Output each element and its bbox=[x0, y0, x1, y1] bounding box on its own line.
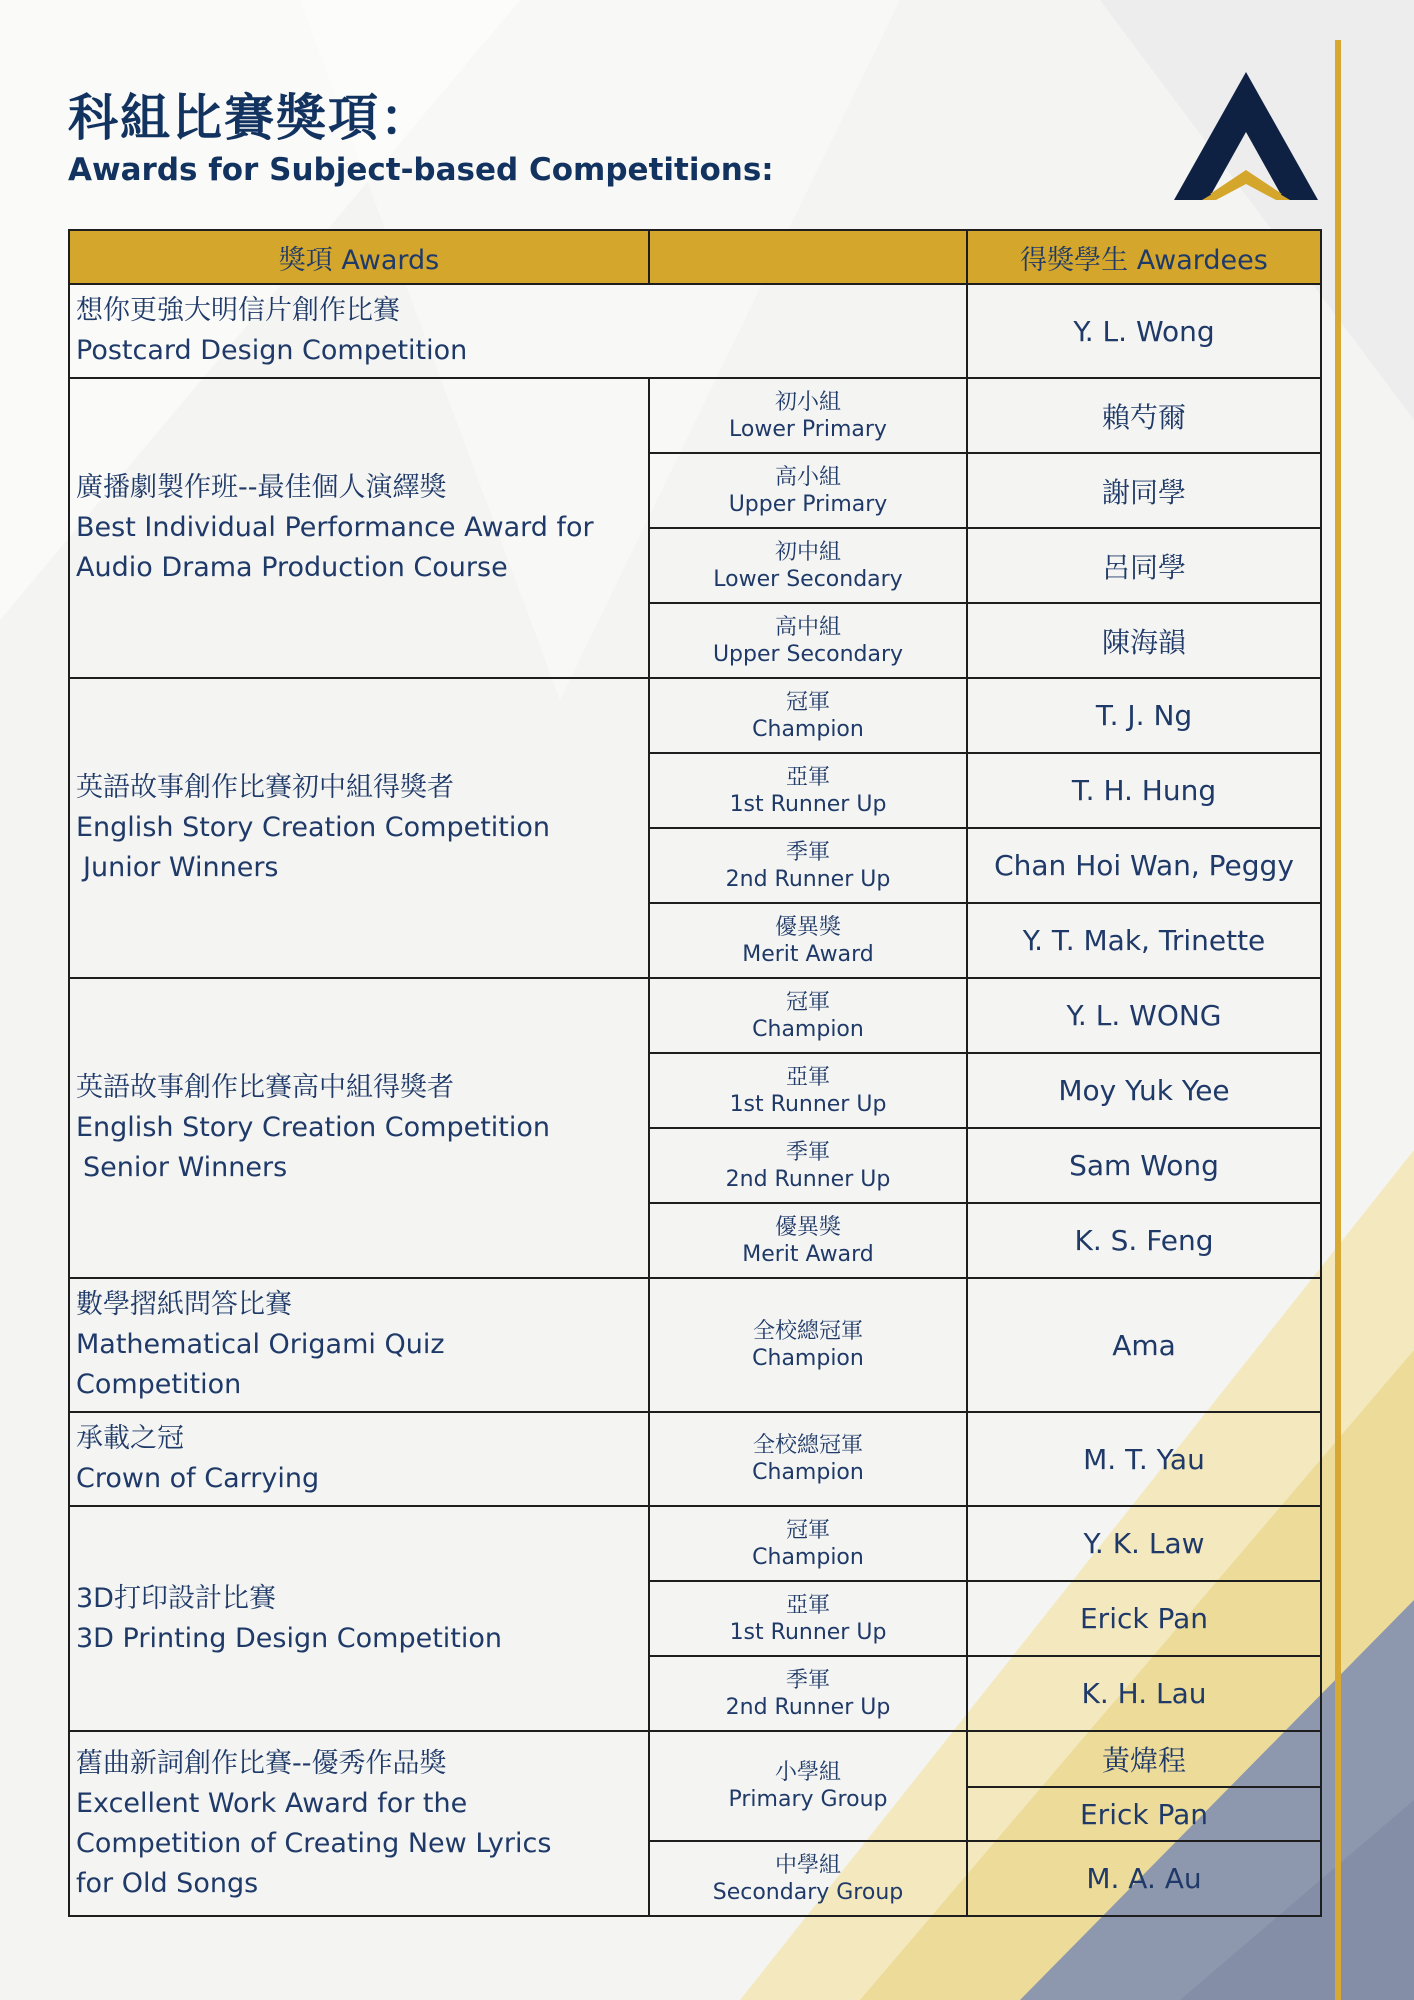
category-en: Champion bbox=[752, 1016, 864, 1042]
award-name-cell bbox=[69, 1731, 649, 1916]
awardee-cell: Erick Pan bbox=[967, 1581, 1321, 1656]
award-name-cell bbox=[69, 284, 967, 378]
award-name-zh: 承載之冠 bbox=[76, 1423, 184, 1454]
award-name-en: Postcard Design Competition bbox=[76, 335, 468, 366]
awardee-cell: Erick Pan bbox=[967, 1787, 1321, 1841]
category-cell bbox=[649, 753, 967, 828]
category-en: 1st Runner Up bbox=[729, 1619, 887, 1645]
table-row bbox=[69, 1506, 1321, 1581]
award-name-zh: 舊曲新詞創作比賽--優秀作品獎 bbox=[76, 1747, 447, 1779]
awardee-cell: Ama bbox=[967, 1278, 1321, 1412]
category-en: 2nd Runner Up bbox=[725, 866, 891, 892]
category-cell bbox=[649, 1731, 967, 1841]
category-en: 1st Runner Up bbox=[729, 791, 887, 817]
gold-vertical-rule bbox=[1335, 40, 1341, 2000]
award-name-zh: 廣播劇製作班--最佳個人演繹獎 bbox=[76, 472, 447, 503]
category-en: Lower Secondary bbox=[713, 566, 903, 592]
category-cell bbox=[649, 1581, 967, 1656]
award-name-cell bbox=[69, 1506, 649, 1731]
awardee-cell: 謝同學 bbox=[967, 453, 1321, 528]
category-cell bbox=[649, 528, 967, 603]
category-zh: 初中組 bbox=[774, 539, 841, 565]
category-zh: 優異獎 bbox=[774, 1214, 841, 1240]
awardee-cell: 陳海韻 bbox=[967, 603, 1321, 678]
award-name-en-line1: Mathematical Origami Quiz bbox=[76, 1329, 445, 1360]
category-cell bbox=[649, 1412, 967, 1506]
awardee-cell: K. S. Feng bbox=[967, 1203, 1321, 1278]
award-name-zh: 想你更強大明信片創作比賽 bbox=[76, 295, 400, 326]
award-name-en-line2: Audio Drama Production Course bbox=[76, 552, 508, 583]
category-cell bbox=[649, 603, 967, 678]
awardee-cell: T. H. Hung bbox=[967, 753, 1321, 828]
category-en: Lower Primary bbox=[729, 416, 887, 442]
category-cell bbox=[649, 1506, 967, 1581]
awardee-cell: M. A. Au bbox=[967, 1841, 1321, 1916]
category-cell bbox=[649, 903, 967, 978]
category-cell bbox=[649, 1656, 967, 1731]
category-zh: 亞軍 bbox=[785, 1592, 830, 1618]
category-zh: 冠軍 bbox=[785, 989, 830, 1015]
awardee-cell: Y. L. Wong bbox=[967, 284, 1321, 378]
awardee-cell: 呂同學 bbox=[967, 528, 1321, 603]
header-awardees: 得獎學生 Awardees bbox=[967, 230, 1321, 284]
awardee-cell: K. H. Lau bbox=[967, 1656, 1321, 1731]
awardee-cell: 黃煒程 bbox=[967, 1731, 1321, 1787]
category-en: 2nd Runner Up bbox=[725, 1694, 891, 1720]
category-zh: 冠軍 bbox=[785, 689, 830, 715]
category-cell bbox=[649, 1278, 967, 1412]
category-en: Merit Award bbox=[742, 941, 874, 967]
award-name-en-line1: Excellent Work Award for the bbox=[76, 1787, 468, 1819]
header-category bbox=[649, 230, 967, 284]
category-en: 1st Runner Up bbox=[729, 1091, 887, 1117]
table-row bbox=[69, 1731, 1321, 1787]
category-zh: 全校總冠軍 bbox=[752, 1433, 863, 1458]
award-name-zh: 英語故事創作比賽初中組得獎者 bbox=[76, 772, 454, 803]
table-row bbox=[69, 678, 1321, 753]
category-en: Secondary Group bbox=[712, 1879, 904, 1905]
category-en: Upper Secondary bbox=[712, 641, 904, 667]
awardee-cell: Y. K. Law bbox=[967, 1506, 1321, 1581]
awardee-cell: 賴芍爾 bbox=[967, 378, 1321, 453]
category-en: Champion bbox=[752, 716, 864, 742]
award-name-cell bbox=[69, 1412, 649, 1506]
category-cell bbox=[649, 678, 967, 753]
award-name-en-line2: Junior Winners bbox=[83, 852, 279, 883]
awardee-cell: T. J. Ng bbox=[967, 678, 1321, 753]
awardee-cell: Y. T. Mak, Trinette bbox=[967, 903, 1321, 978]
category-zh: 中學組 bbox=[774, 1852, 841, 1878]
award-name-cell bbox=[69, 1278, 649, 1412]
awardee-cell: Y. L. WONG bbox=[967, 978, 1321, 1053]
category-zh: 亞軍 bbox=[785, 764, 830, 790]
category-zh: 季軍 bbox=[785, 1139, 830, 1165]
award-name-en-line1: Best Individual Performance Award for bbox=[76, 512, 594, 543]
category-zh: 優異獎 bbox=[774, 914, 841, 940]
category-zh: 小學組 bbox=[774, 1760, 841, 1785]
category-zh: 全校總冠軍 bbox=[752, 1319, 863, 1344]
category-cell bbox=[649, 828, 967, 903]
category-cell bbox=[649, 1203, 967, 1278]
award-name-cell bbox=[69, 378, 649, 678]
page-title-chinese: 科組比賽獎項： bbox=[68, 89, 432, 147]
category-en: Champion bbox=[752, 1544, 864, 1570]
award-name-en-line3: for Old Songs bbox=[76, 1867, 259, 1899]
award-name-en-line2: Competition of Creating New Lyrics bbox=[76, 1827, 552, 1859]
award-name-en-line1: English Story Creation Competition bbox=[76, 812, 551, 843]
category-zh: 高中組 bbox=[774, 614, 841, 640]
table-row bbox=[69, 378, 1321, 453]
award-name-en-line2: Senior Winners bbox=[83, 1152, 288, 1183]
category-zh: 冠軍 bbox=[785, 1517, 830, 1543]
table-row bbox=[69, 1278, 1321, 1412]
page-title-english: Awards for Subject-based Competitions: bbox=[68, 152, 774, 188]
category-cell bbox=[649, 378, 967, 453]
award-name-en-line1: English Story Creation Competition bbox=[76, 1112, 551, 1143]
table-header-row bbox=[69, 230, 1321, 284]
category-cell bbox=[649, 453, 967, 528]
header-awards: 獎項 Awards bbox=[69, 230, 649, 284]
category-en: Primary Group bbox=[728, 1787, 888, 1812]
table-row bbox=[69, 978, 1321, 1053]
category-cell bbox=[649, 1053, 967, 1128]
awardee-cell: Moy Yuk Yee bbox=[967, 1053, 1321, 1128]
category-en: Merit Award bbox=[742, 1241, 874, 1267]
a-monogram-logo-icon bbox=[1172, 70, 1320, 200]
award-name-en: Crown of Carrying bbox=[76, 1463, 320, 1494]
category-zh: 亞軍 bbox=[785, 1064, 830, 1090]
category-zh: 高小組 bbox=[774, 464, 841, 490]
table-row bbox=[69, 1412, 1321, 1506]
award-name-cell bbox=[69, 678, 649, 978]
category-cell bbox=[649, 978, 967, 1053]
category-en: Champion bbox=[752, 1460, 864, 1485]
award-name-zh: 3D打印設計比賽 bbox=[76, 1582, 276, 1614]
table-row bbox=[69, 284, 1321, 378]
category-zh: 初小組 bbox=[774, 389, 841, 415]
category-zh: 季軍 bbox=[785, 839, 830, 865]
category-cell bbox=[649, 1841, 967, 1916]
awardee-cell: Chan Hoi Wan, Peggy bbox=[967, 828, 1321, 903]
category-cell bbox=[649, 1128, 967, 1203]
category-en: Upper Primary bbox=[728, 491, 888, 517]
award-name-zh: 英語故事創作比賽高中組得獎者 bbox=[76, 1072, 454, 1103]
award-name-cell bbox=[69, 978, 649, 1278]
category-en: 2nd Runner Up bbox=[725, 1166, 891, 1192]
awardee-cell: M. T. Yau bbox=[967, 1412, 1321, 1506]
awardee-cell: Sam Wong bbox=[967, 1128, 1321, 1203]
award-name-en-line2: Competition bbox=[76, 1369, 242, 1400]
award-name-zh: 數學摺紙問答比賽 bbox=[76, 1289, 292, 1320]
awards-table bbox=[68, 229, 1322, 1917]
category-en: Champion bbox=[752, 1346, 864, 1371]
award-name-en: 3D Printing Design Competition bbox=[76, 1622, 503, 1654]
category-zh: 季軍 bbox=[785, 1667, 830, 1693]
